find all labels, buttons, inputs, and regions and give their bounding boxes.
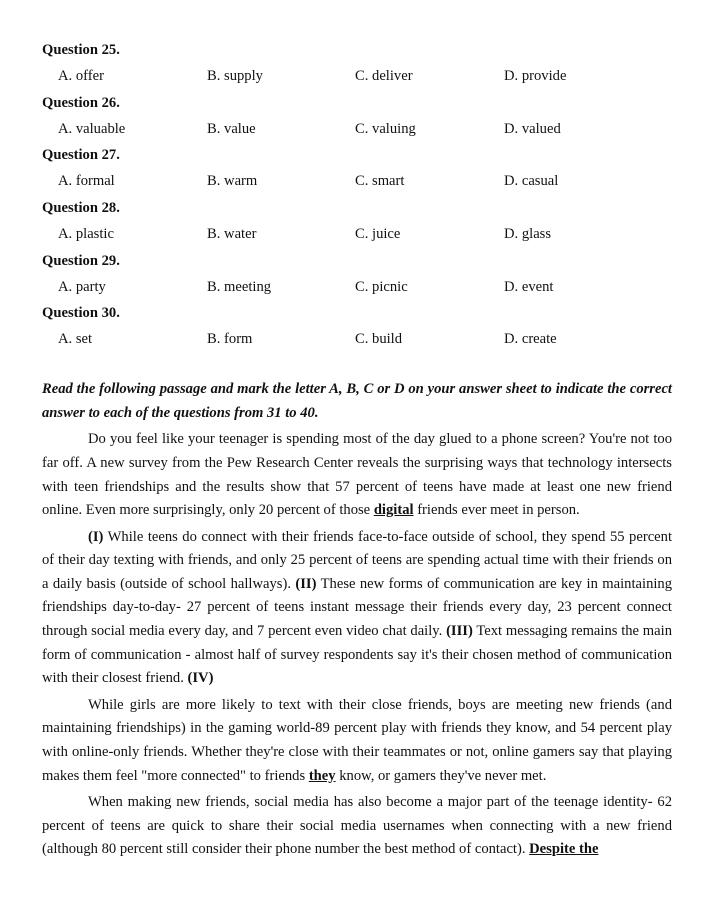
option-b: B. meeting [207,278,272,295]
passage-paragraph-2 [42,526,672,691]
option-a: A. valuable [58,120,126,137]
question-label: Question 28. [42,200,120,217]
question-block [42,40,672,93]
paragraph-text: Do you feel like your teenager is spending most of the day glued to a phone screen? You're not too far off. A new survey from the Pew Research Center reveals the surprising ways that technology intersects with teen friendships and the results show that 57 percent of teens have made at least one new friend online. Even more surprisingly, only 20 percent of those [42,431,672,519]
reading-instruction: Read the following passage and mark the letter A, B, C or D on your answer sheet to indicate the correct answer to each of the questions from 31 to 40. [42,381,672,421]
position-marker-2: (II) [295,575,317,592]
passage-paragraph-4 [42,791,672,862]
exam-page [42,40,672,862]
position-marker-3: (III) [446,623,473,640]
option-a: A. formal [58,173,115,190]
option-b: B. form [207,331,253,348]
option-c: C. picnic [355,278,408,295]
question-label: Question 26. [42,94,120,111]
option-b: B. value [207,120,256,137]
question-block [42,303,672,356]
option-d: D. create [504,331,557,348]
paragraph-text: While girls are more likely to text with their close friends, boys are meeting new friends (and maintaining friendships) in the gaming world-89 percent play with friends they know, and 54 percent play with online-only friends. Whether they're close with their teammates or not, online gamers say that playing makes them feel "more connected" to friends [42,696,672,784]
position-marker-4: (IV) [187,670,214,687]
option-a: A. set [58,331,93,348]
question-block [42,93,672,146]
option-c: C. valuing [355,120,416,137]
option-c: C. juice [355,226,401,243]
option-d: D. casual [504,173,559,190]
paragraph-text: Text messaging remains the main form of communication - almost half of survey respondents say it's their chosen method of communication with their closest friend. [42,623,672,687]
paragraph-text: friends ever meet in person. [413,502,580,519]
option-c: C. smart [355,173,405,190]
question-block [42,198,672,251]
option-b: B. warm [207,173,258,190]
paragraph-text: While teens do connect with their friends face-to-face outside of school, they spend 55 percent of their day texting with friends, and only 25 percent of teens are spending actual time with their friends on a daily basis (outside of school hallways). [42,528,672,592]
option-d: D. provide [504,68,567,84]
passage-paragraph-1 [42,428,672,522]
question-label: Question 30. [42,305,120,322]
option-d: D. event [504,278,554,295]
option-a: A. offer [58,68,104,84]
underlined-word-digital: digital [373,502,414,519]
paragraph-text: These new forms of communication are key in maintaining friendships day-to-day- 27 percent of teens instant message their friends every day, 23 percent connect through social media every day, and 7 percent even video chat daily. [42,575,673,640]
option-a: A. party [58,278,106,295]
position-marker-1: (I) [88,528,104,545]
option-b: B. water [207,226,257,243]
underlined-word-they: they [308,767,336,784]
option-a: A. plastic [58,226,114,243]
option-c: C. deliver [355,68,413,84]
paragraph-text: When making new friends, social media has also become a major part of the teenage identity- 62 percent of teens are quick to share their social media usernames when connecting with a new friend (although 80 percent still consider their phone number the best method of contact). [42,794,672,858]
option-b: B. supply [207,68,263,84]
question-label: Question 29. [42,252,120,269]
option-d: D. glass [504,226,552,243]
question-label: Question 25. [42,42,120,58]
question-block [42,251,672,304]
option-c: C. build [355,331,403,348]
paragraph-text: know, or gamers they've never met. [335,767,547,784]
question-label: Question 27. [42,147,120,164]
option-d: D. valued [504,120,561,137]
underlined-phrase-despite-the: Despite the [529,841,599,858]
question-block [42,145,672,198]
passage-paragraph-3 [42,694,672,788]
